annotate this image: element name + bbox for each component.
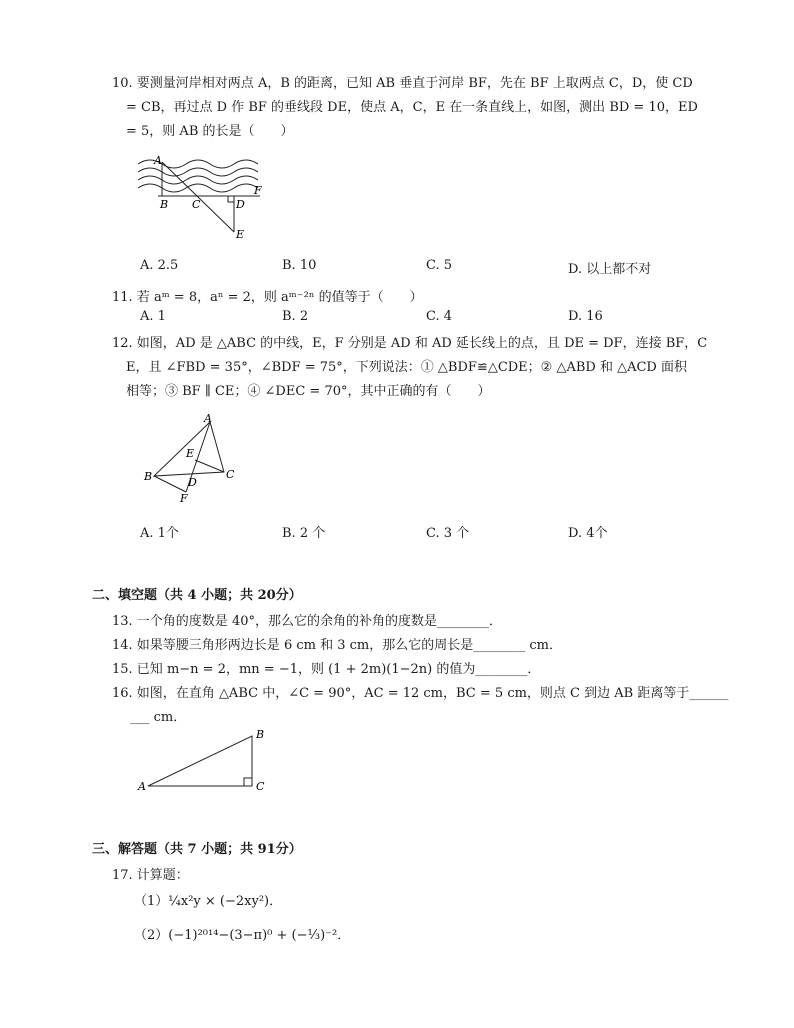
q10-option-d[interactable]: D. 以上都不对 [568, 262, 652, 277]
q16-line2: ___ cm． [130, 710, 187, 725]
q12-option-a[interactable]: A. 1个 [140, 526, 179, 541]
q10-option-a[interactable]: A. 2.5 [140, 258, 179, 273]
label-f: F [180, 492, 188, 505]
q11-option-c[interactable]: C. 4 [426, 309, 453, 324]
q10-option-c[interactable]: C. 5 [426, 258, 453, 273]
q14: 14. 如果等腰三角形两边长是 6 cm 和 3 cm，那么它的周长是________ cm． [112, 638, 562, 653]
q16-line1: 16. 如图，在直角 △ABC 中，∠C = 90°，AC = 12 cm，BC = 5 cm，则点 C 到边 AB 距离等于______ [112, 686, 729, 701]
q10-option-b[interactable]: B. 10 [282, 258, 317, 273]
q12-option-d[interactable]: D. 4个 [568, 526, 608, 541]
q10-line2: = CB，再过点 D 作 BF 的垂线段 DE，使点 A，C，E 在一条直线上，如图，测出 BD = 10，ED [126, 100, 698, 115]
segment-bf [154, 476, 186, 492]
section3-title: 三、解答题（共 7 小题；共 91分） [92, 842, 302, 857]
q11-option-a[interactable]: A. 1 [140, 309, 166, 324]
right-angle-mark [228, 196, 234, 202]
label-c: C [226, 468, 235, 481]
q11-line1: 11. 若 aᵐ = 8，aⁿ = 2，则 aᵐ⁻²ⁿ 的值等于（ ） [112, 290, 423, 305]
right-triangle-abc [148, 736, 252, 786]
label-b: B [256, 728, 265, 741]
label-e: E [236, 228, 245, 241]
q12-line3: 相等；③ BF ∥ CE；④ ∠DEC = 70°，其中正确的有（ ） [126, 384, 491, 399]
label-c: C [256, 780, 265, 793]
label-b: B [160, 198, 169, 211]
q17-part1: （1）¼x²y × (−2xy²)． [134, 894, 283, 909]
river-wave-2 [138, 168, 258, 176]
q12-line2: E，且 ∠FBD = 35°，∠BDF = 75°，下列说法：① △BDF≌△CDE；② △ABD 和 △ACD 面积 [126, 360, 687, 375]
q17-part2: （2）(−1)²⁰¹⁴−(3−π)⁰ + (−⅓)⁻²． [134, 928, 351, 943]
river-wave-4 [138, 184, 258, 192]
q10-figure [136, 152, 276, 242]
section2-title: 二、填空题（共 4 小题；共 20分） [92, 588, 302, 603]
label-a: A [204, 412, 212, 425]
q13: 13. 一个角的度数是 40°，那么它的余角的补角的度数是________． [112, 614, 502, 629]
label-a: A [154, 154, 162, 167]
label-f: F [254, 184, 262, 197]
q17: 17. 计算题： [112, 868, 189, 883]
q16-figure [134, 728, 274, 800]
label-d: D [188, 476, 197, 489]
q15: 15. 已知 m−n = 2，mn = −1，则 (1 + 2m)(1−2n) 的值为________． [112, 662, 541, 677]
river-wave-3 [138, 176, 258, 184]
label-d: D [236, 198, 245, 211]
q11-option-b[interactable]: B. 2 [282, 309, 309, 324]
q12-option-c[interactable]: C. 3 个 [426, 526, 470, 541]
label-a: A [138, 780, 146, 793]
q11-option-d[interactable]: D. 16 [568, 309, 603, 324]
q12-option-b[interactable]: B. 2 个 [282, 526, 326, 541]
q12-line1: 12. 如图，AD 是 △ABC 的中线，E，F 分别是 AD 和 AD 延长线上的点，且 DE = DF，连接 BF，C [112, 336, 708, 351]
segment-ae [162, 162, 234, 232]
right-angle-mark [244, 778, 252, 786]
label-c: C [192, 198, 201, 211]
q10-line3: = 5，则 AB 的长是（ ） [126, 124, 294, 139]
q10-line1: 10. 要测量河岸相对两点 A，B 的距离，已知 AB 垂直于河岸 BF，先在 BF 上取两点 C，D，使 CD [112, 76, 693, 91]
segment-ce [195, 460, 224, 472]
q12-figure [140, 410, 250, 506]
label-e: E [186, 447, 195, 460]
label-b: B [144, 470, 153, 483]
